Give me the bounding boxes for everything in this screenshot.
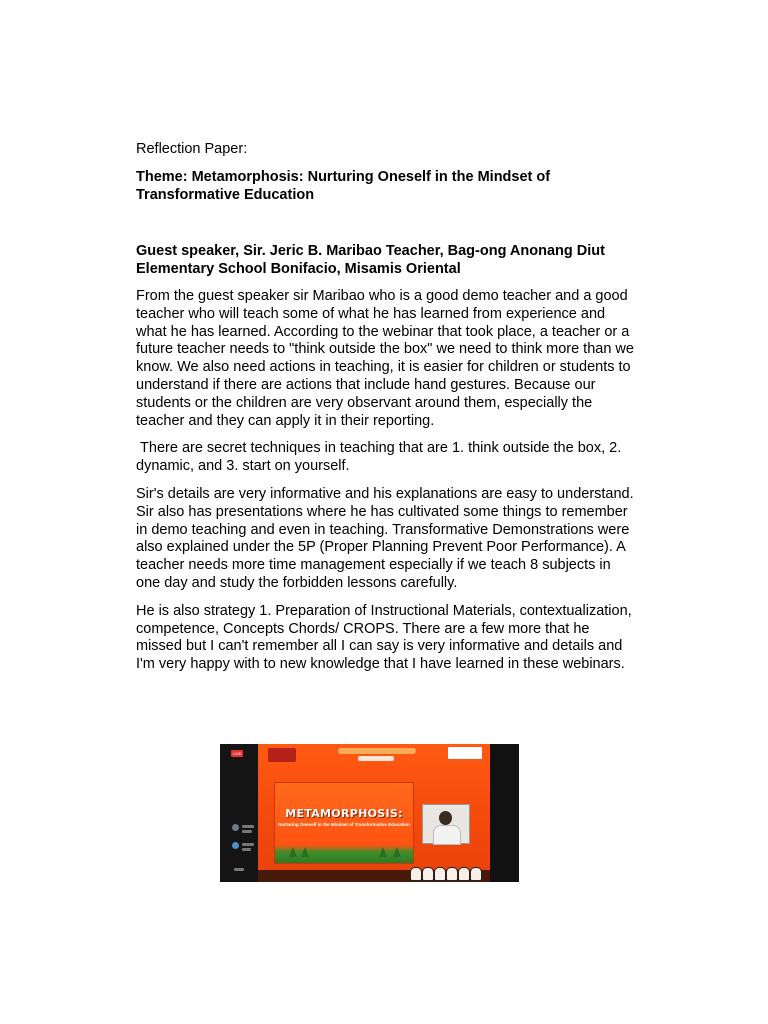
speaker-webcam (422, 804, 470, 844)
paragraph-2: There are secret techniques in teaching that are 1. think outside the box, 2. dynamic, and 3. start on yourself. (136, 440, 626, 475)
mascot-icon (422, 867, 434, 881)
mascot-icon (470, 867, 482, 881)
mascot-icon (410, 867, 422, 881)
speaker-head (439, 811, 452, 825)
chat-line (242, 848, 251, 851)
side-panel (490, 744, 519, 882)
chat-line (242, 843, 254, 846)
stream-frame (258, 744, 490, 882)
tree-icon (393, 847, 401, 857)
mascot-characters (408, 865, 488, 881)
header-subbanner (358, 756, 394, 761)
mascot-icon (434, 867, 446, 881)
mascot-icon (458, 867, 470, 881)
tree-icon (301, 847, 309, 857)
tree-icon (289, 847, 297, 857)
paper-label: Reflection Paper: (136, 141, 248, 157)
paragraph-3: Sir's details are very informative and his explanations are easy to understand. Sir also has presentations where he has cultivated some things to remember in demo teaching and even in teaching. Transformative Demonstrations were also explained under the 5P (Proper Planning Prevent Poor Performance). A teacher needs more time management especially if we teach 8 subjects in one day and study the forbidden lessons carefully. (136, 485, 634, 591)
presentation-slide (274, 782, 414, 864)
paragraph-1: From the guest speaker sir Maribao who is a good demo teacher and a good teacher who will teach some of what he has learned from experience and what he has learned. According to the webinar that took place, a teacher or a future teacher needs to "think outside the box" we need to think more than we know. We also need actions in teaching, it is easier for children or students to understand if there are actions that include hand gestures. Because our students or the children are very observant around them, especially the teacher and they can apply it in their reporting. (136, 288, 634, 429)
chat-line (242, 825, 254, 828)
chat-panel (220, 744, 258, 882)
webinar-screenshot (220, 744, 519, 882)
document-body (136, 140, 636, 674)
event-logo (268, 748, 296, 762)
mascot-icon (446, 867, 458, 881)
paragraph-4: He is also strategy 1. Preparation of Instructional Materials, contextualization, competence, Concepts Chords/ CROPS. There are a few more that he missed but I can't remember all I can say is very informative and details and I'm very happy with to new knowledge that I have learned in these webinars. (136, 602, 632, 673)
avatar (232, 824, 239, 831)
chat-line (242, 830, 252, 833)
tree-icon (379, 847, 387, 857)
chat-line (234, 868, 244, 871)
slide-subtitle: Nurturing Oneself in the Mindset of Transformative Education (278, 822, 410, 827)
sponsor-badge (448, 747, 482, 759)
speaker-body (433, 825, 461, 845)
theme-heading: Theme: Metamorphosis: Nurturing Oneself in the Mindset of Transformative Education (136, 169, 551, 203)
slide-title: METAMORPHOSIS: (285, 807, 403, 820)
avatar (232, 842, 239, 849)
speaker-heading: Guest speaker, Sir. Jeric B. Maribao Teacher, Bag-ong Anonang Diut Elementary School Bonifacio, Misamis Oriental (136, 243, 605, 277)
live-badge: LIVE (232, 751, 242, 756)
header-banner (338, 748, 416, 754)
